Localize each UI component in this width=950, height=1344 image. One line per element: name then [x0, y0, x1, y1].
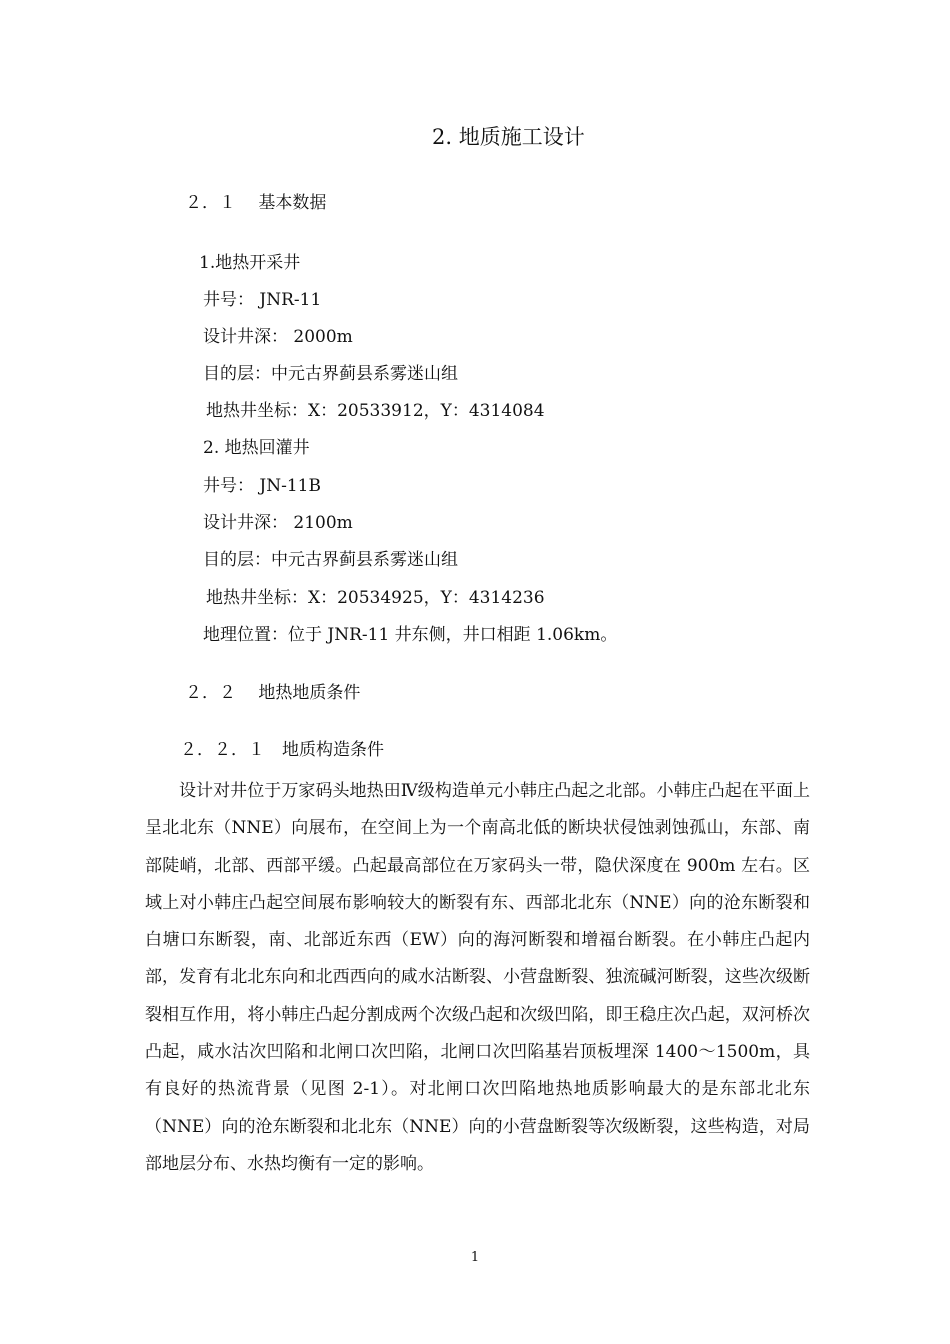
- geology-paragraph: 设计对井位于万家码头地热田Ⅳ级构造单元小韩庄凸起之北部。小韩庄凸起在平面上呈北北东（NNE）向展布，在空间上为一个南高北低的断块状侵蚀剥蚀孤山，东部、南部陡峭，北部、西部平缓。凸起最高部位在万家码头一带，隐伏深度在 900m 左右。区域上对小韩庄凸起空间展布影响较大的断裂有东、西部北北东（NNE）向的沧东断裂和白塘口东断裂，南、北部近东西（EW）向的海河断裂和增福台断裂。在小韩庄凸起内部，发育有北北东向和北西西向的咸水沽断裂、小营盘断裂、独流碱河断裂，这些次级断裂相互作用，将小韩庄凸起分割成两个次级凸起和次级凹陷，即王稳庄次凸起，双河桥次凸起，咸水沽次凹陷和北闸口次凹陷，北闸口次凹陷基岩顶板埋深 1400～1500m，具有良好的热流背景（见图 2-1）。对北闸口次凹陷地热地质影响最大的是东部北北东（NNE）向的沧东断裂和北北东（NNE）向的小营盘断裂等次级断裂，这些构造，对局部地层分布、水热均衡有一定的影响。: [145, 781, 810, 1174]
- subsection-2-2-1-heading: ２．２．１ 地质构造条件: [180, 740, 384, 760]
- section-2-2-heading: ２．２ 地热地质条件: [185, 683, 361, 703]
- production-well-coordinates: 地热井坐标：X：20533912，Y：4314084: [206, 401, 545, 421]
- reinjection-well-coordinates: 地热井坐标：X：20534925，Y：4314236: [206, 588, 545, 608]
- reinjection-well-location: 地理位置：位于 JNR-11 井东侧，井口相距 1.06km。: [203, 625, 618, 645]
- production-well-depth: 设计井深： 2000m: [203, 327, 353, 347]
- reinjection-well-number: 井号： JN-11B: [203, 476, 321, 496]
- chapter-title: 2. 地质施工设计: [432, 125, 585, 149]
- reinjection-well-depth: 设计井深： 2100m: [203, 513, 353, 533]
- page-number: 1: [470, 1250, 480, 1265]
- production-well-number: 井号： JNR-11: [203, 290, 322, 310]
- production-well-target-layer: 目的层：中元古界蓟县系雾迷山组: [203, 364, 458, 384]
- production-well-label: 1.地热开采井: [199, 253, 301, 273]
- reinjection-well-label: 2. 地热回灌井: [203, 438, 310, 458]
- section-2-1-heading: ２．１ 基本数据: [185, 193, 327, 213]
- reinjection-well-target-layer: 目的层：中元古界蓟县系雾迷山组: [203, 550, 458, 570]
